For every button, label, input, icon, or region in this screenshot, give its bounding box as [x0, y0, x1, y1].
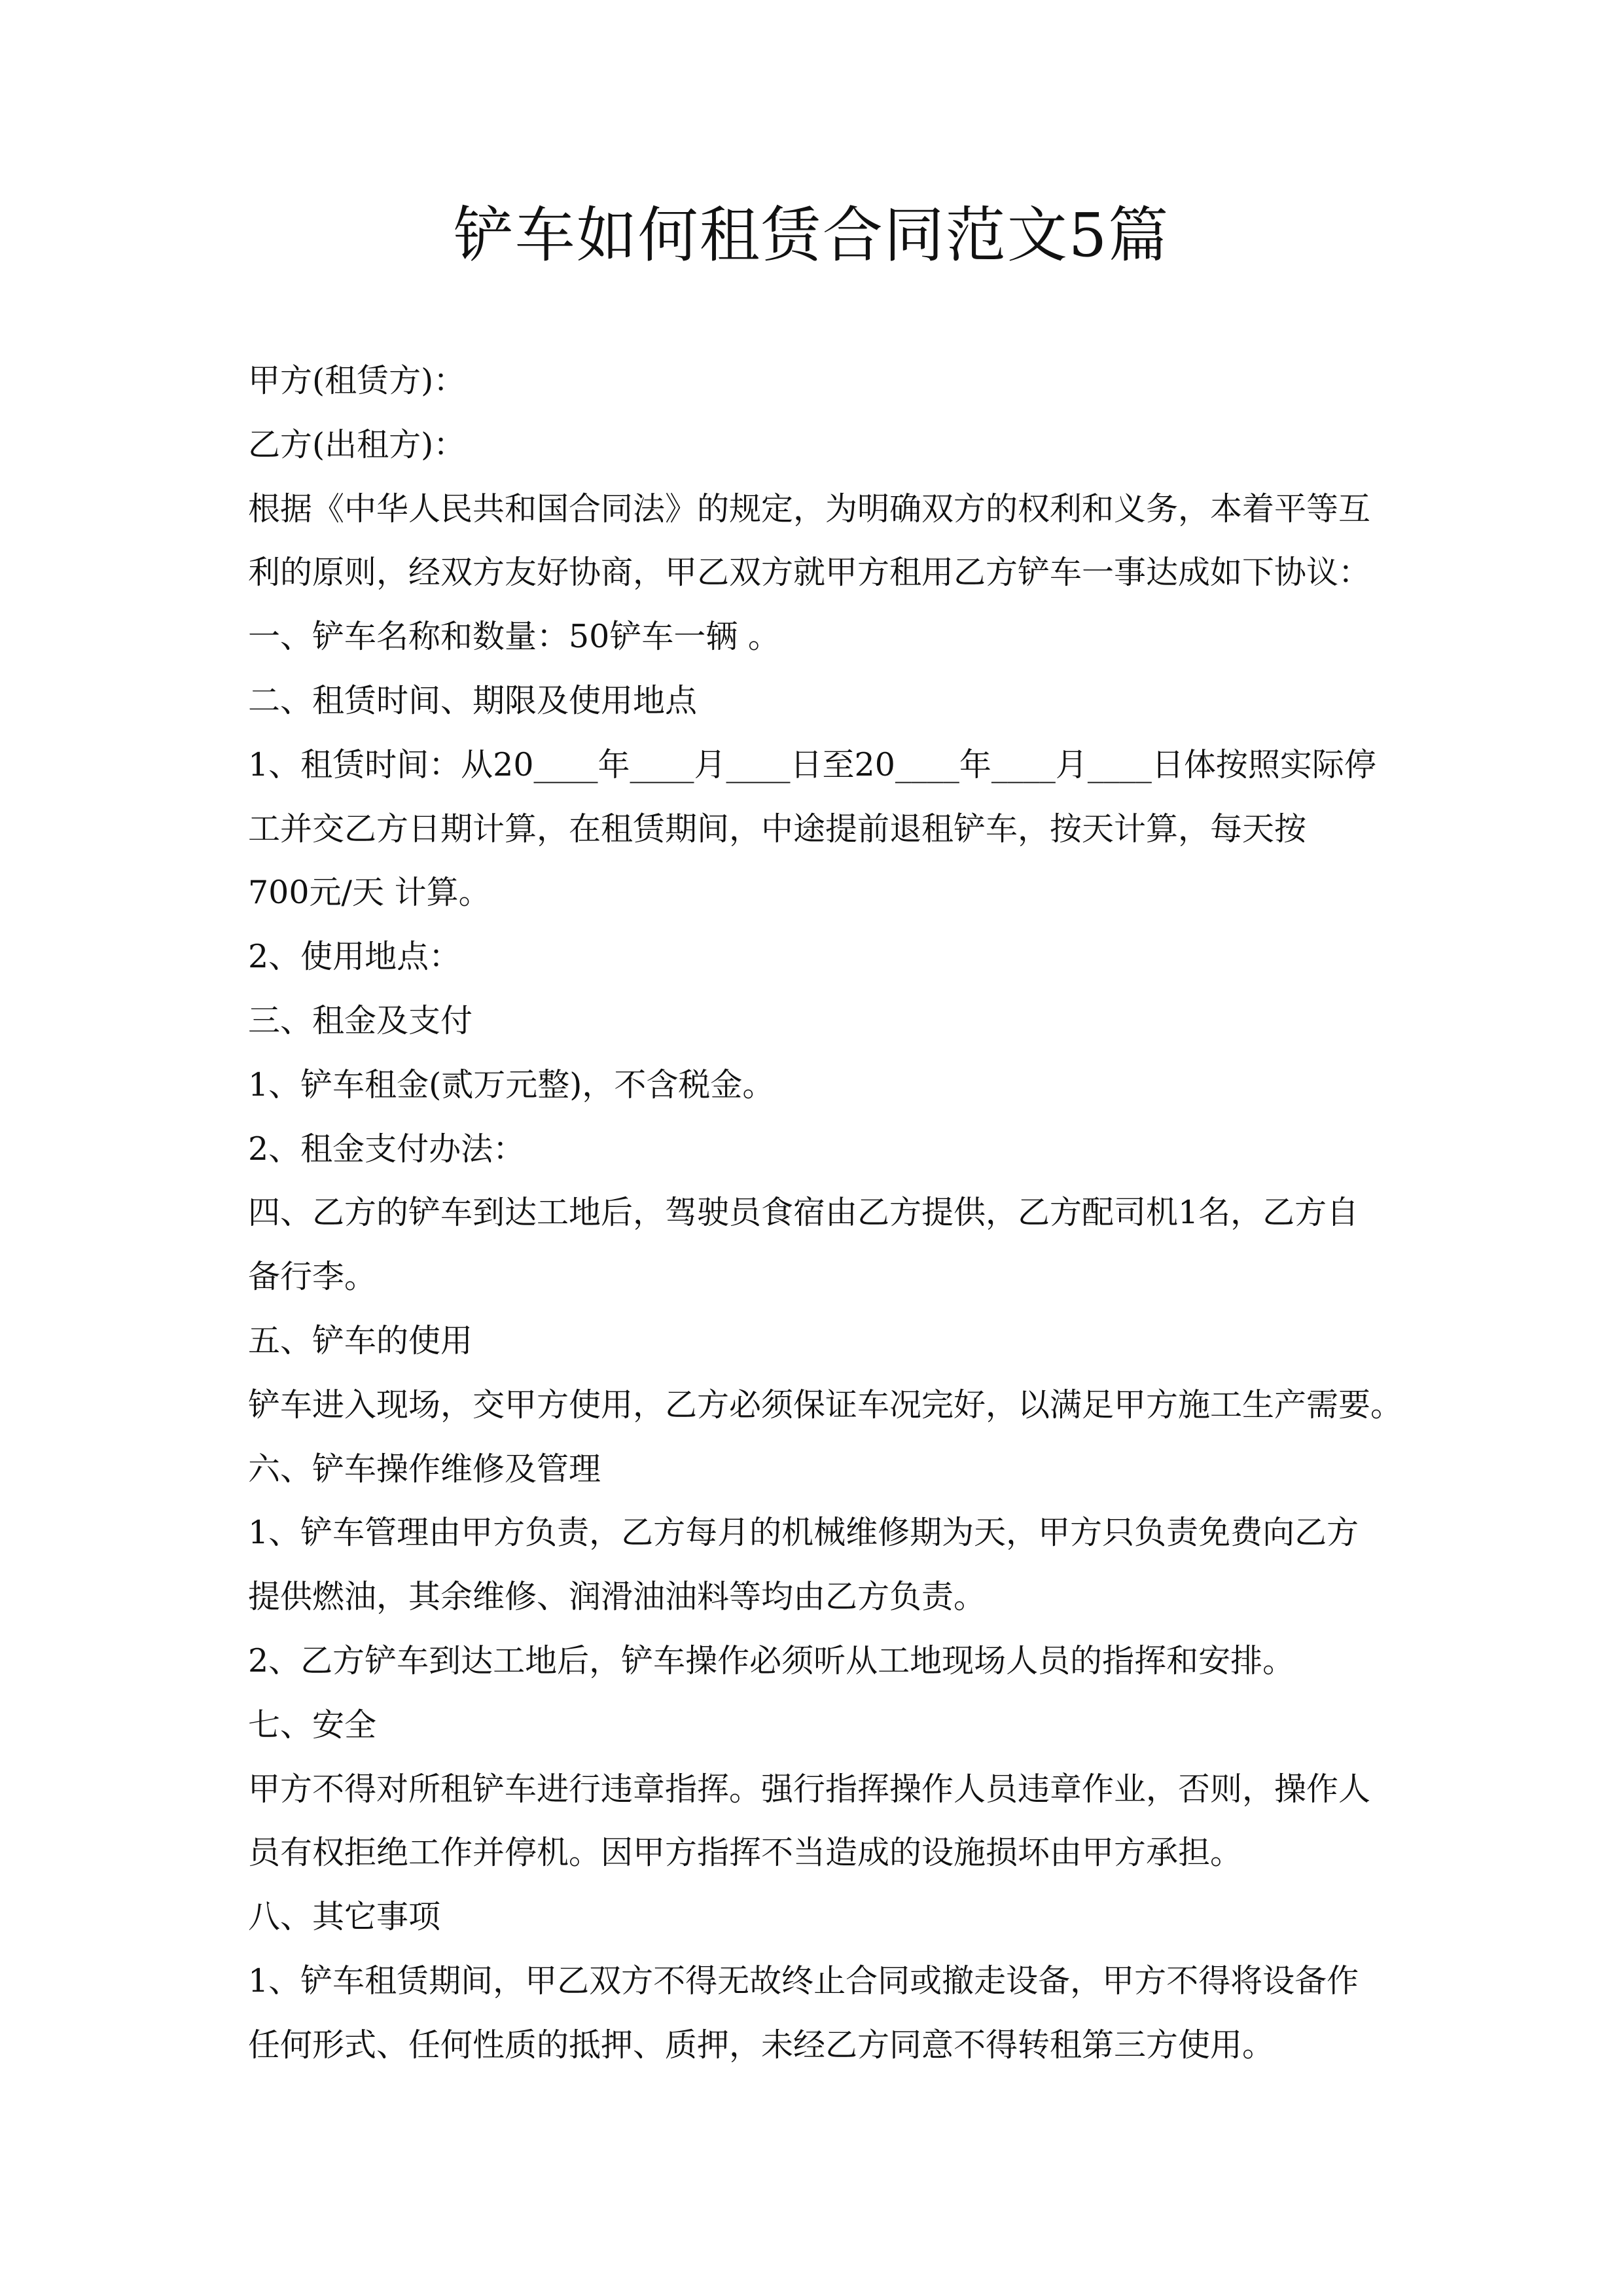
document-title: 铲车如何租赁合同范文5篇 — [453, 200, 1170, 270]
text-line: 700元/天 计算。 — [248, 874, 491, 912]
text-line: 1、铲车管理由甲方负责，乙方每月的机械维修期为天，甲方只负责免费向乙方 — [248, 1514, 1359, 1552]
text-line: 七、安全 — [248, 1706, 377, 1744]
text-line: 工并交乙方日期计算，在租赁期间，中途提前退租铲车，按天计算，每天按 — [248, 810, 1307, 848]
text-line: 二、租赁时间、期限及使用地点 — [248, 681, 698, 719]
text-line: 乙方(出租方)： — [248, 425, 466, 463]
text-line: 员有权拒绝工作并停机。因甲方指挥不当造成的设施损坏由甲方承担。 — [248, 1834, 1243, 1872]
text-line: 甲方(租赁方)： — [248, 362, 466, 399]
text-line: 甲方不得对所租铲车进行违章指挥。强行指挥操作人员违章作业，否则，操作人 — [248, 1770, 1371, 1808]
text-line: 1、铲车租金(贰万元整)，不含税金。 — [248, 1066, 775, 1103]
text-line: 四、乙方的铲车到达工地后，驾驶员食宿由乙方提供，乙方配司机1名，乙方自 — [248, 1194, 1359, 1232]
text-line: 六、铲车操作维修及管理 — [248, 1450, 601, 1488]
text-line: 根据《中华人民共和国合同法》的规定，为明确双方的权利和义务，本着平等互 — [248, 490, 1371, 528]
text-line: 1、铲车租赁期间，甲乙双方不得无故终止合同或撤走设备，甲方不得将设备作 — [248, 1962, 1359, 2000]
text-line: 2、使用地点： — [248, 938, 461, 976]
document-body — [248, 349, 1413, 2077]
text-line: 2、租金支付办法： — [248, 1130, 526, 1168]
text-line: 备行李。 — [248, 1258, 377, 1296]
text-line: 三、租金及支付 — [248, 1001, 473, 1039]
text-line: 八、其它事项 — [248, 1898, 441, 1936]
text-line: 利的原则，经双方友好协商，甲乙双方就甲方租用乙方铲车一事达成如下协议： — [248, 554, 1371, 592]
text-line: 2、乙方铲车到达工地后，铲车操作必须听从工地现场人员的指挥和安排。 — [248, 1641, 1295, 1679]
text-line: 五、铲车的使用 — [248, 1321, 473, 1359]
text-line: 一、铲车名称和数量：50铲车一辆 。 — [248, 618, 780, 656]
text-line: 1、租赁时间：从20____年____月____日至20____年____月____日体按照实际停 — [248, 745, 1376, 783]
text-line: 铲车进入现场，交甲方使用，乙方必须保证车况完好，以满足甲方施工生产需要。 — [248, 1386, 1403, 1424]
text-line: 提供燃油，其余维修、润滑油油料等均由乙方负责。 — [248, 1578, 986, 1616]
text-line: 任何形式、任何性质的抵押、质押，未经乙方同意不得转租第三方使用。 — [248, 2026, 1275, 2064]
